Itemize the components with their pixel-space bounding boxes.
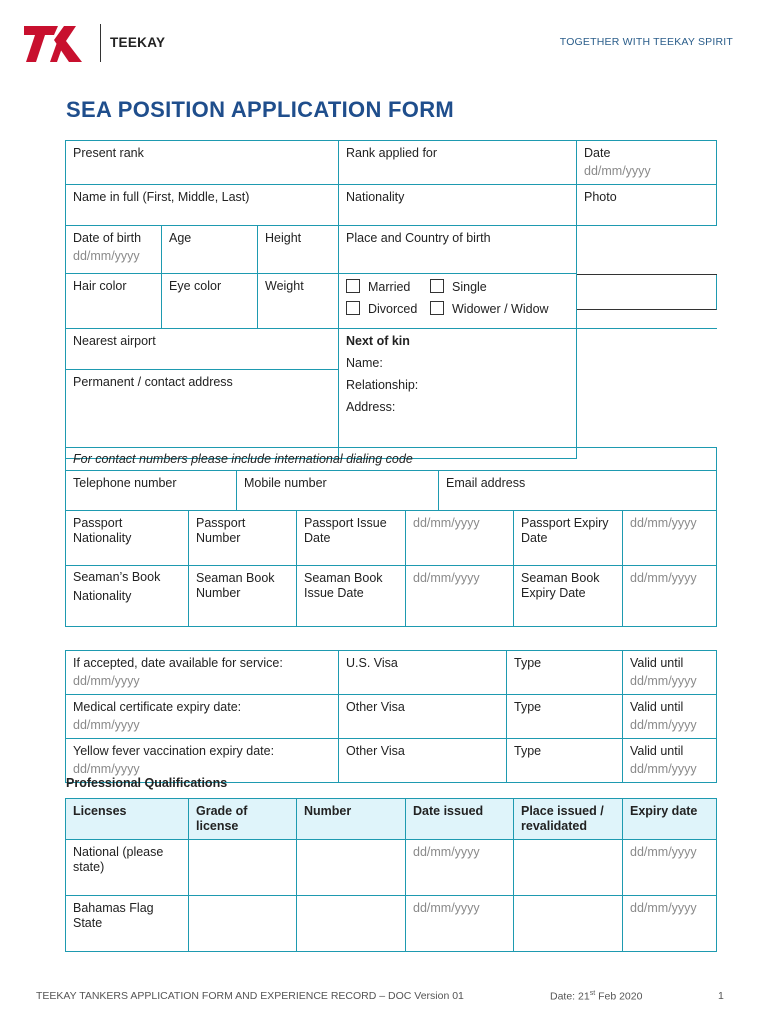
perm-address-label: Permanent / contact address [73, 375, 233, 389]
height-label: Height [265, 231, 302, 245]
divorced-label: Divorced [368, 302, 418, 316]
col-header-licenses [66, 799, 189, 840]
mobile-field[interactable] [237, 471, 439, 511]
expiry-date-input[interactable] [623, 896, 717, 952]
place-issued-input[interactable] [514, 840, 623, 896]
passport-number-label: Passport Number [196, 516, 246, 545]
passport-number-field[interactable] [189, 511, 297, 566]
dob-field[interactable] [66, 226, 162, 274]
photo-box[interactable] [577, 226, 717, 329]
seaman-nationality-label-2: Nationality [73, 589, 132, 603]
qualifications-title: Professional Qualifications [66, 776, 228, 790]
us-visa-valid-field[interactable] [623, 651, 717, 695]
passport-expiry-placeholder: dd/mm/yyyy [630, 516, 697, 530]
passport-expiry-label-cell [514, 511, 623, 566]
passport-issue-date-input[interactable] [406, 511, 514, 566]
eye-field[interactable] [162, 274, 258, 329]
contact-note [66, 448, 717, 471]
passport-nationality-label: Passport Nationality [73, 516, 132, 545]
col-header-place-issued-text: Place issued / revalidated [521, 804, 604, 833]
yellow-fever-placeholder: dd/mm/yyyy [73, 762, 140, 776]
seaman-expiry-date-input[interactable] [623, 566, 717, 627]
us-visa-type-field[interactable] [507, 651, 623, 695]
footer-date-suffix: Feb 2020 [595, 990, 643, 1003]
name-full-field[interactable] [66, 185, 339, 226]
other-visa-valid-field[interactable] [623, 695, 717, 739]
rank-applied-field[interactable] [339, 141, 577, 185]
available-date-field[interactable] [66, 651, 339, 695]
photo-label-cell [577, 185, 717, 226]
col-header-number [297, 799, 406, 840]
medical-expiry-field[interactable] [66, 695, 339, 739]
other-visa-field[interactable] [339, 695, 507, 739]
passport-nationality-field[interactable] [66, 511, 189, 566]
number-input[interactable] [297, 896, 406, 952]
widow-checkbox[interactable] [430, 301, 444, 315]
license-name: National (please state) [73, 845, 164, 874]
single-checkbox[interactable] [430, 279, 444, 293]
valid-until-label: Valid until [630, 744, 684, 758]
page-title: SEA POSITION APPLICATION FORM [66, 97, 455, 122]
tagline: TOGETHER WITH TEEKAY SPIRIT [559, 36, 733, 48]
contact-table [65, 447, 717, 511]
col-header-expiry [623, 799, 717, 840]
type-label: Type [514, 744, 542, 758]
col-header-date-issued-text: Date issued [413, 804, 484, 818]
place-birth-label: Place and Country of birth [346, 231, 491, 245]
email-label: Email address [446, 476, 526, 490]
weight-field[interactable] [258, 274, 339, 329]
col-header-date-issued [406, 799, 514, 840]
dob-label: Date of birth [73, 231, 142, 245]
valid-until-placeholder: dd/mm/yyyy [630, 674, 697, 688]
documents-table [65, 510, 717, 627]
married-label: Married [368, 280, 411, 294]
next-of-kin-label: Next of kin [346, 334, 410, 348]
qualifications-header-row [66, 799, 717, 840]
passport-expiry-date-input[interactable] [623, 511, 717, 566]
number-input[interactable] [297, 840, 406, 896]
marital-status [339, 274, 577, 329]
medical-expiry-placeholder: dd/mm/yyyy [73, 718, 140, 732]
col-header-grade [189, 799, 297, 840]
place-birth-field[interactable] [339, 226, 577, 274]
photo-label: Photo [584, 190, 617, 204]
us-visa-field[interactable] [339, 651, 507, 695]
other-visa-type-field[interactable] [507, 695, 623, 739]
seaman-issue-label-cell [297, 566, 406, 627]
seaman-nationality-field[interactable] [66, 566, 189, 627]
passport-issue-placeholder: dd/mm/yyyy [413, 516, 480, 530]
dob-placeholder: dd/mm/yyyy [73, 249, 140, 263]
name-full-label: Name in full (First, Middle, Last) [73, 190, 250, 204]
grade-input[interactable] [189, 840, 297, 896]
yellow-fever-label: Yellow fever vaccination expiry date: [73, 744, 275, 758]
personal-details-table [65, 140, 717, 459]
single-label: Single [452, 280, 487, 294]
expiry-date-input[interactable] [623, 840, 717, 896]
seaman-number-field[interactable] [189, 566, 297, 627]
other-visa-2-type-field[interactable] [507, 739, 623, 783]
grade-input[interactable] [189, 896, 297, 952]
seaman-expiry-label: Seaman Book Expiry Date [521, 571, 600, 600]
place-issued-input[interactable] [514, 896, 623, 952]
table-row [66, 840, 717, 896]
seaman-expiry-placeholder: dd/mm/yyyy [630, 571, 697, 585]
age-label: Age [169, 231, 192, 245]
perm-address-field[interactable] [66, 370, 339, 459]
page-number: 1 [718, 990, 724, 1002]
date-issued-placeholder: dd/mm/yyyy [413, 845, 480, 859]
passport-issue-label: Passport Issue Date [304, 516, 387, 545]
us-visa-label: U.S. Visa [346, 656, 398, 670]
footer-date-prefix: Date: 21 [550, 990, 590, 1003]
qualifications-table [65, 798, 717, 952]
married-checkbox[interactable] [346, 279, 360, 293]
present-rank-field[interactable] [66, 141, 339, 185]
date-placeholder: dd/mm/yyyy [584, 164, 651, 178]
age-field[interactable] [162, 226, 258, 274]
hair-field[interactable] [66, 274, 162, 329]
seaman-issue-date-input[interactable] [406, 566, 514, 627]
telephone-field[interactable] [66, 471, 237, 511]
valid-until-placeholder: dd/mm/yyyy [630, 718, 697, 732]
contact-note-text: For contact numbers please include international dialing code [73, 452, 413, 466]
nationality-label: Nationality [346, 190, 405, 204]
type-label: Type [514, 700, 542, 714]
other-visa-2-field[interactable] [339, 739, 507, 783]
other-visa-label: Other Visa [346, 744, 405, 758]
col-header-number-text: Number [304, 804, 352, 818]
kin-name-label: Name: [346, 356, 383, 370]
nationality-field[interactable] [339, 185, 577, 226]
footer-date-sup: st [589, 990, 596, 997]
email-field[interactable] [439, 471, 717, 511]
seaman-number-label: Seaman Book Number [196, 571, 275, 600]
valid-until-label: Valid until [630, 700, 684, 714]
widow-label: Widower / Widow [452, 302, 549, 316]
expiry-date-placeholder: dd/mm/yyyy [630, 845, 697, 859]
medical-expiry-label: Medical certificate expiry date: [73, 700, 242, 714]
kin-address-label: Address: [346, 400, 396, 414]
license-name-cell [66, 896, 189, 952]
col-header-expiry-text: Expiry date [630, 804, 698, 818]
col-header-licenses-text: Licenses [73, 804, 127, 818]
footer-doc-title: TEEKAY TANKERS APPLICATION FORM AND EXPERIENCE RECORD – DOC Version 01 [36, 990, 464, 1002]
airport-label: Nearest airport [73, 334, 156, 348]
seaman-nationality-label-1: Seaman’s Book [73, 570, 161, 584]
valid-until-placeholder: dd/mm/yyyy [630, 762, 697, 776]
mobile-label: Mobile number [244, 476, 327, 490]
airport-field[interactable] [66, 329, 339, 370]
date-issued-placeholder: dd/mm/yyyy [413, 901, 480, 915]
weight-label: Weight [265, 279, 304, 293]
next-of-kin-field[interactable] [339, 329, 577, 459]
other-visa-label: Other Visa [346, 700, 405, 714]
date-issued-input[interactable] [406, 840, 514, 896]
type-label: Type [514, 656, 542, 670]
kin-relationship-label: Relationship: [346, 378, 419, 392]
available-date-placeholder: dd/mm/yyyy [73, 674, 140, 688]
date-label: Date [584, 146, 611, 160]
telephone-label: Telephone number [73, 476, 177, 490]
footer-date [550, 990, 642, 1003]
passport-expiry-label: Passport Expiry Date [521, 516, 609, 545]
height-field[interactable] [258, 226, 339, 274]
date-field[interactable] [577, 141, 717, 185]
passport-issue-label-cell [297, 511, 406, 566]
eye-label: Eye color [169, 279, 222, 293]
available-date-label: If accepted, date available for service: [73, 656, 283, 670]
rank-applied-label: Rank applied for [346, 146, 438, 160]
table-row [66, 896, 717, 952]
seaman-issue-placeholder: dd/mm/yyyy [413, 571, 480, 585]
present-rank-label: Present rank [73, 146, 144, 160]
teekay-logo [24, 24, 90, 69]
col-header-place-issued [514, 799, 623, 840]
availability-row [66, 651, 717, 695]
brand-name: TEEKAY [110, 35, 166, 50]
photo-blank [577, 329, 717, 459]
expiry-date-placeholder: dd/mm/yyyy [630, 901, 697, 915]
logo-divider [100, 24, 101, 62]
license-name-cell [66, 840, 189, 896]
date-issued-input[interactable] [406, 896, 514, 952]
seaman-issue-label: Seaman Book Issue Date [304, 571, 383, 600]
availability-table [65, 650, 717, 783]
seaman-expiry-label-cell [514, 566, 623, 627]
availability-row [66, 695, 717, 739]
valid-until-label: Valid until [630, 656, 684, 670]
col-header-grade-text: Grade of license [196, 804, 248, 833]
license-name: Bahamas Flag State [73, 901, 154, 930]
divorced-checkbox[interactable] [346, 301, 360, 315]
hair-label: Hair color [73, 279, 127, 293]
other-visa-2-valid-field[interactable] [623, 739, 717, 783]
